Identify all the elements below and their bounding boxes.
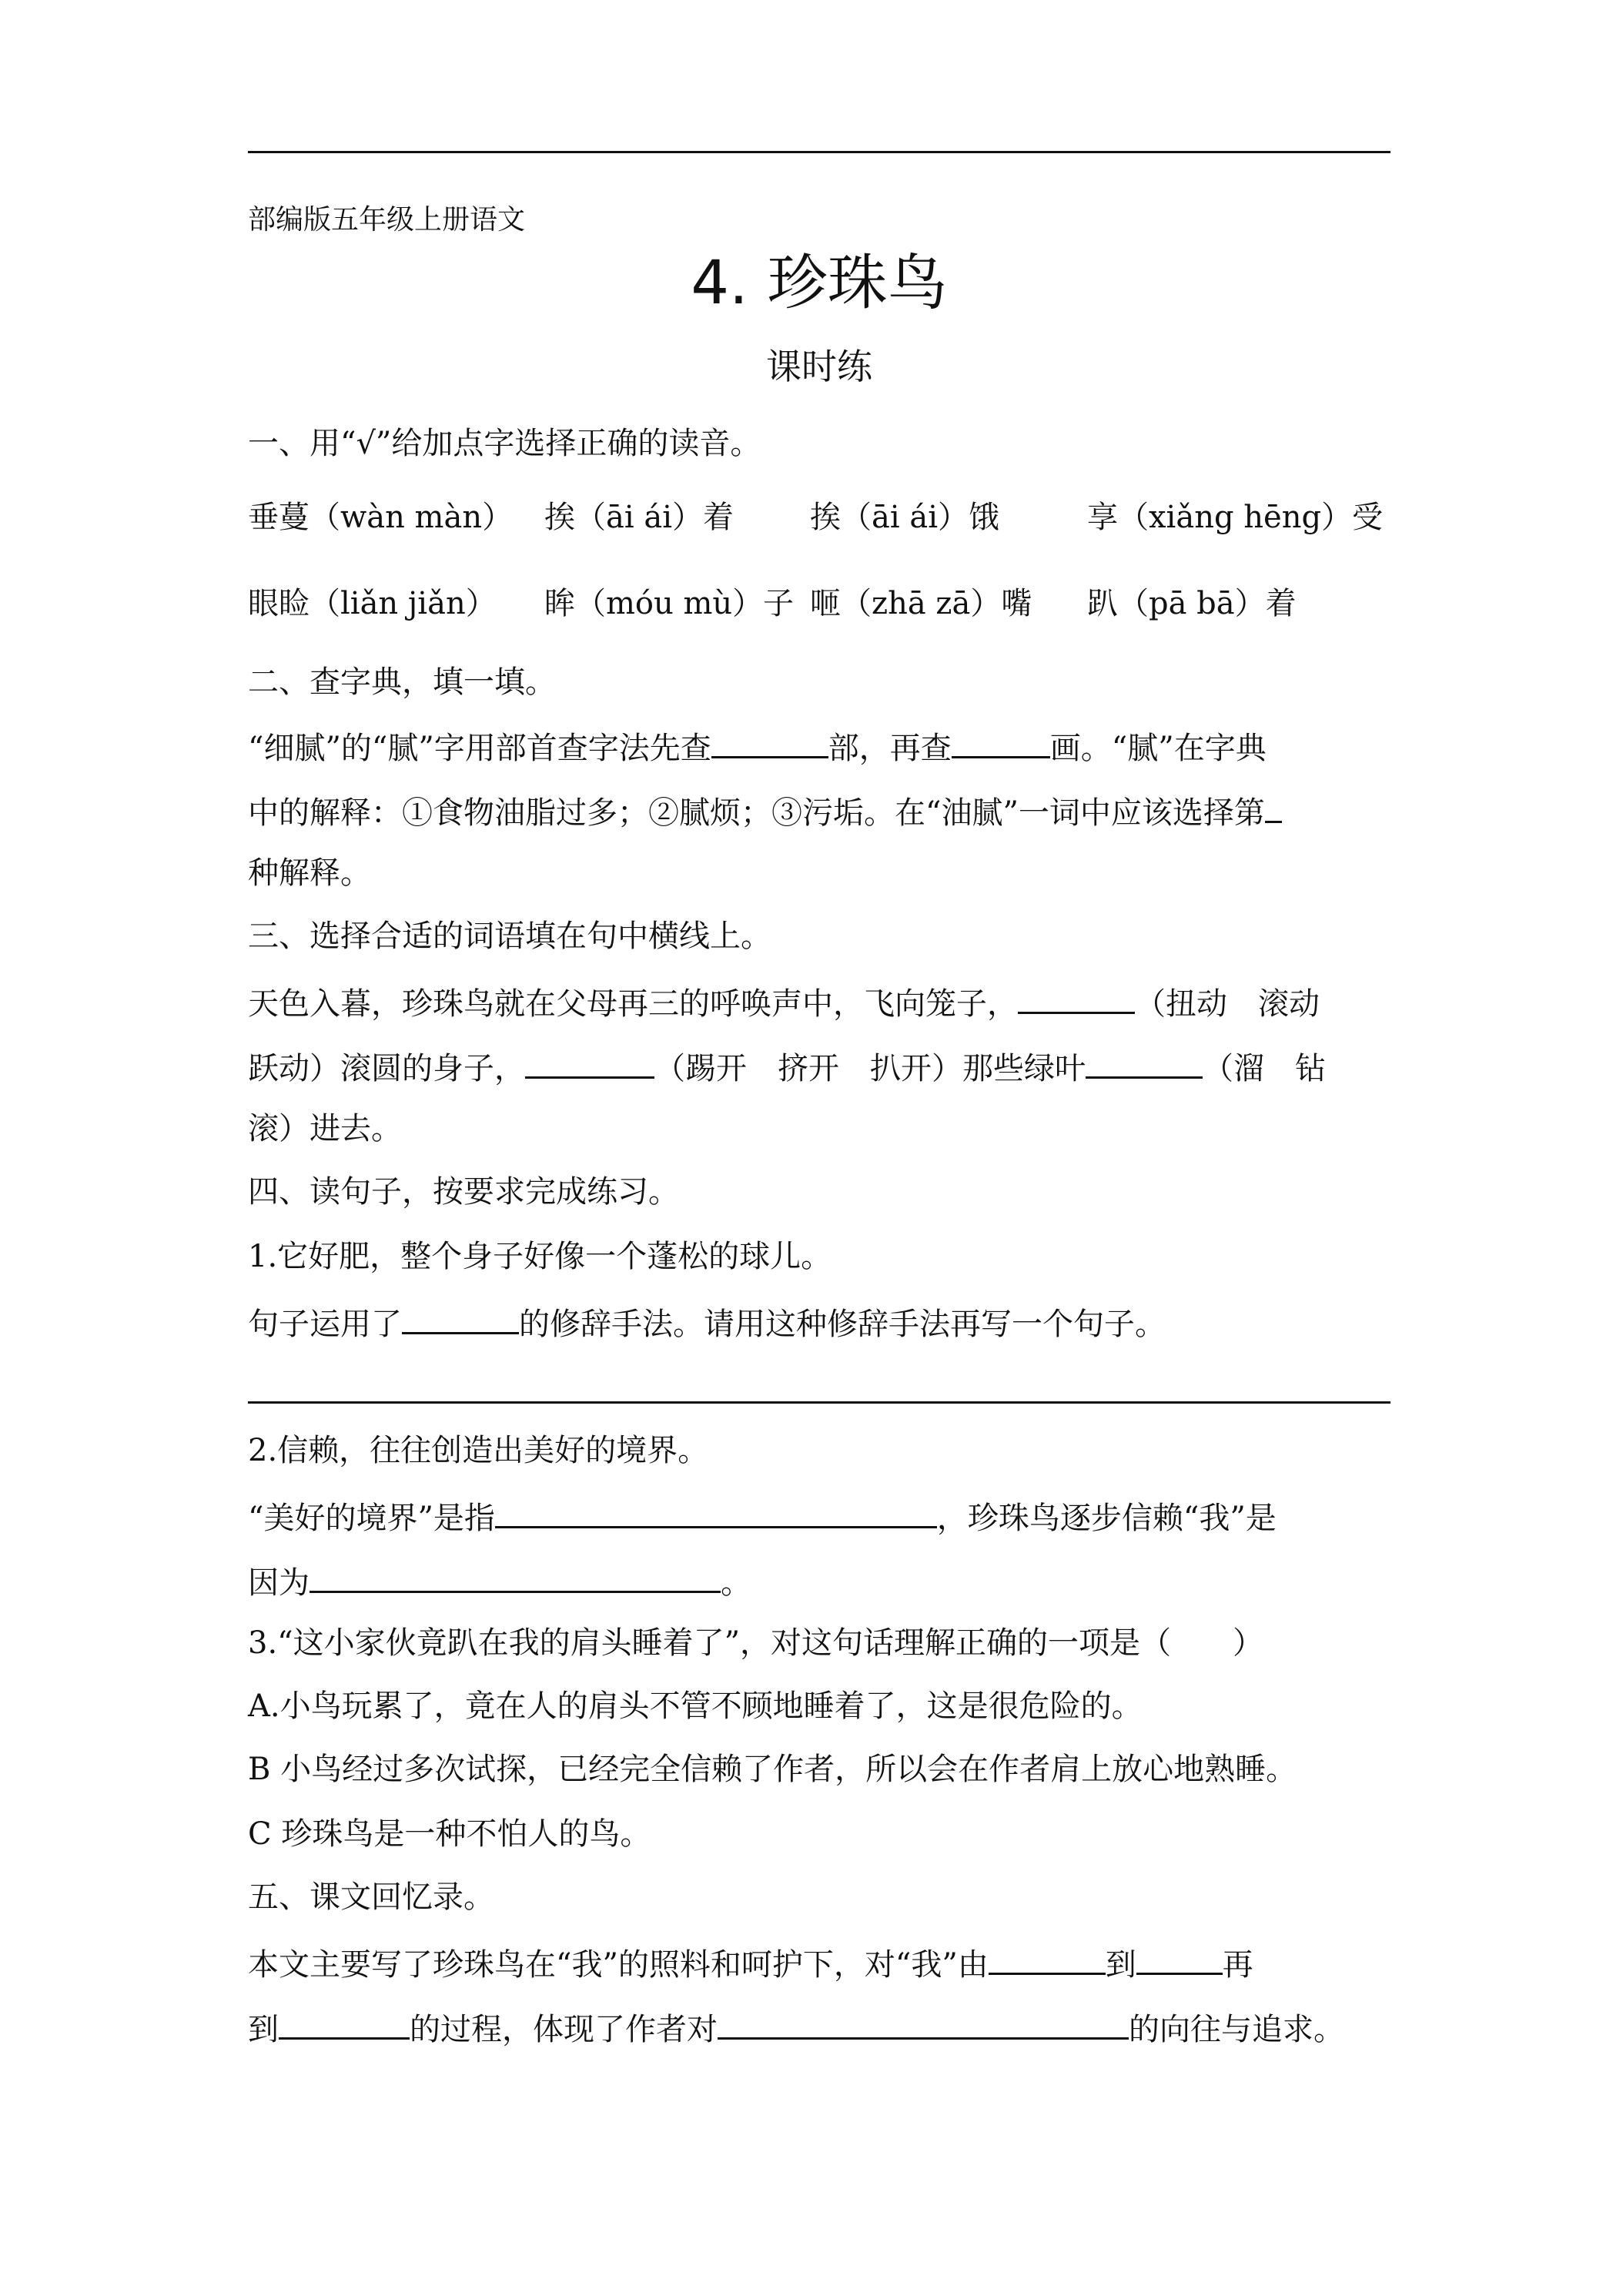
section5-line2 — [248, 2003, 1390, 2050]
section2-line1 — [248, 722, 1390, 768]
section3-line1 — [248, 978, 1390, 1024]
text-segment: 本文主要写了珍珠鸟在“我”的照料和呵护下，对“我”由 — [248, 1947, 989, 1983]
section5-heading: 五、课文回忆录。 — [248, 1879, 494, 1915]
blank-ideal[interactable] — [718, 2003, 1129, 2040]
text-segment: 的过程，体现了作者对 — [410, 2012, 718, 2047]
text-segment: 跃动）滚圆的身子， — [248, 1051, 525, 1086]
section4-heading: 四、读句子，按要求完成练习。 — [248, 1174, 679, 1210]
blank-radical[interactable] — [711, 722, 828, 758]
section3-line3: 滚）进去。 — [248, 1111, 402, 1146]
text-segment: 到 — [1105, 1947, 1136, 1983]
blank-meaning[interactable] — [1265, 787, 1282, 823]
blank-word-3[interactable] — [1086, 1043, 1203, 1079]
section3-heading: 三、选择合适的词语填在句中横线上。 — [248, 919, 771, 954]
blank-stage-1[interactable] — [989, 1939, 1106, 1975]
text-segment: 再 — [1222, 1947, 1253, 1983]
text-segment: 句子运用了 — [248, 1307, 402, 1342]
section1-row2 — [248, 581, 1390, 627]
section2-line2 — [248, 787, 1390, 833]
pinyin-item: 享（xiǎng hēng）受 — [1087, 500, 1384, 535]
question2-line2 — [248, 1557, 1390, 1603]
blank-reason[interactable] — [310, 1557, 721, 1593]
pinyin-item: 咂（zhā zā）嘴 — [810, 586, 1032, 621]
question3: 3.“这小家伙竟趴在我的肩头睡着了”，对这句话理解正确的一项是（ ） — [248, 1625, 1264, 1661]
text-segment: 。 — [721, 1565, 751, 1601]
section1-row1 — [248, 494, 1390, 541]
section2-line3: 种解释。 — [248, 855, 371, 891]
blank-word-2[interactable] — [525, 1043, 654, 1079]
question1-prompt — [248, 1298, 1390, 1344]
question1: 1.它好肥，整个身子好像一个蓬松的球儿。 — [248, 1239, 832, 1274]
text-segment: （扭动 滚动 — [1135, 986, 1320, 1022]
option-c: C 珍珠鸟是一种不怕人的鸟。 — [248, 1816, 651, 1852]
top-rule — [248, 151, 1390, 153]
page-subtitle: 课时练 — [766, 346, 872, 387]
pinyin-item: 眼睑（liǎn jiǎn） — [248, 586, 497, 621]
blank-realm[interactable] — [495, 1492, 937, 1528]
text-segment: “细腻”的“腻”字用部首查字法先查 — [248, 731, 711, 766]
text-segment: （溜 钻 — [1203, 1051, 1326, 1086]
text-segment: 中的解释：①食物油脂过多；②腻烦；③污垢。在“油腻”一词中应该选择第 — [248, 795, 1265, 831]
pinyin-item: 垂蔓（wàn màn） — [248, 500, 514, 535]
text-segment: “美好的境界”是指 — [248, 1501, 495, 1536]
text-segment: 的向往与追求。 — [1129, 2012, 1344, 2047]
pinyin-item: 趴（pā bā）着 — [1087, 586, 1297, 621]
text-segment: （踢开 挤开 扒开）那些绿叶 — [654, 1051, 1086, 1086]
pinyin-item: 眸（móu mù）子 — [544, 586, 795, 621]
text-segment: ，珍珠鸟逐步信赖“我”是 — [936, 1501, 1277, 1536]
answer-line[interactable] — [248, 1401, 1390, 1404]
option-b: B 小鸟经过多次试探，已经完全信赖了作者，所以会在作者肩上放心地熟睡。 — [248, 1752, 1297, 1787]
pinyin-item: 挨（āi ái）着 — [544, 500, 734, 535]
text-segment: 画。“腻”在字典 — [1049, 731, 1267, 766]
section2-heading: 二、查字典，填一填。 — [248, 664, 556, 700]
question2-line1 — [248, 1492, 1390, 1538]
blank-stage-2[interactable] — [1136, 1939, 1223, 1975]
section3-line2 — [248, 1043, 1390, 1089]
subject-label: 部编版五年级上册语文 — [248, 204, 526, 236]
text-segment: 部，再查 — [828, 731, 952, 766]
blank-strokes[interactable] — [952, 722, 1050, 758]
text-segment: 到 — [248, 2012, 279, 2047]
page-title: 4. 珍珠鸟 — [691, 249, 948, 318]
text-segment: 天色入暮，珍珠鸟就在父母再三的呼唤声中，飞向笼子， — [248, 986, 1018, 1022]
question2: 2.信赖，往往创造出美好的境界。 — [248, 1433, 709, 1468]
pinyin-item: 挨（āi ái）饿 — [810, 500, 999, 535]
text-segment: 因为 — [248, 1565, 310, 1601]
section1-heading: 一、用“√”给加点字选择正确的读音。 — [248, 426, 761, 461]
blank-rhetoric[interactable] — [402, 1298, 519, 1334]
blank-stage-3[interactable] — [279, 2003, 410, 2040]
option-a: A.小鸟玩累了，竟在人的肩头不管不顾地睡着了，这是很危险的。 — [248, 1689, 1143, 1724]
section5-line1 — [248, 1939, 1390, 1985]
blank-word-1[interactable] — [1018, 978, 1135, 1014]
text-segment: 的修辞手法。请用这种修辞手法再写一个句子。 — [519, 1307, 1166, 1342]
